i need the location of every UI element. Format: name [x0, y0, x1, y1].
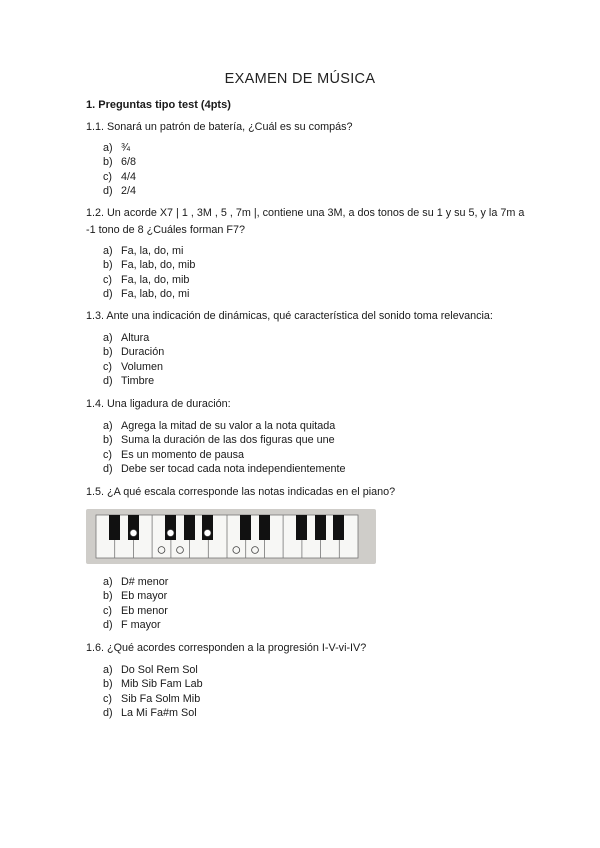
option[interactable] — [103, 433, 346, 447]
option[interactable] — [103, 331, 164, 345]
black-key — [259, 515, 270, 540]
option-text: Fa, lab, do, mib — [121, 259, 196, 272]
option[interactable] — [103, 273, 195, 287]
option[interactable] — [103, 448, 346, 462]
option-text: 4/4 — [121, 170, 137, 183]
question-4: 1.4. Una ligadura de duración: — [86, 398, 231, 410]
option[interactable] — [103, 360, 164, 374]
option-text: Mib Sib Fam Lab — [121, 678, 203, 691]
option-letter: b) — [103, 678, 113, 691]
option-letter: c) — [103, 448, 112, 461]
option-letter: d) — [103, 707, 113, 720]
options-1 — [103, 141, 136, 199]
option-letter: b) — [103, 590, 113, 603]
option[interactable] — [103, 604, 168, 618]
option-letter: a) — [103, 420, 113, 432]
option-letter: c) — [103, 692, 112, 705]
option-text: F mayor — [121, 619, 161, 632]
option[interactable] — [103, 287, 195, 301]
option[interactable] — [103, 575, 168, 589]
option[interactable] — [103, 462, 346, 476]
option[interactable] — [103, 170, 136, 184]
section-heading: 1. Preguntas tipo test (4pts) — [86, 99, 231, 111]
option-text: Fa, la, do, mi — [121, 245, 184, 257]
option-text: Duración — [121, 346, 165, 359]
note-marker — [130, 530, 137, 537]
option[interactable] — [103, 419, 346, 433]
option-text: Altura — [121, 332, 150, 344]
option-letter: c) — [103, 604, 112, 617]
options-4 — [103, 419, 346, 477]
option-letter: d) — [103, 463, 113, 476]
option[interactable] — [103, 374, 164, 388]
option-letter: b) — [103, 156, 113, 169]
option[interactable] — [103, 141, 136, 155]
option-letter: a) — [103, 245, 113, 257]
options-3 — [103, 331, 164, 389]
question-2: 1.2. Un acorde X7 | 1 , 3M , 5 , 7m |, contiene una 3M, a dos tonos de su 1 y su 5, y la 7m a -1 tono de 8 ¿Cuáles forman F7? — [86, 207, 525, 236]
option-letter: c) — [103, 360, 112, 373]
option[interactable] — [103, 184, 136, 198]
option-letter: b) — [103, 346, 113, 359]
option-letter: c) — [103, 170, 112, 183]
option-text: ¾ — [121, 142, 131, 154]
option-text: Agrega la mitad de su valor a la nota quitada — [121, 420, 336, 432]
black-key — [333, 515, 344, 540]
option[interactable] — [103, 618, 168, 632]
question-3: 1.3. Ante una indicación de dinámicas, qué característica del sonido toma relevancia: — [86, 310, 493, 322]
exam-title: EXAMEN DE MÚSICA — [224, 71, 376, 87]
option-text: Do Sol Rem Sol — [121, 664, 198, 676]
option[interactable] — [103, 692, 203, 706]
black-key — [296, 515, 307, 540]
option-text: Fa, lab, do, mi — [121, 288, 190, 301]
option-letter: a) — [103, 332, 113, 344]
option-letter: a) — [103, 576, 113, 588]
option-text: Es un momento de pausa — [121, 448, 245, 461]
option[interactable] — [103, 345, 164, 359]
option[interactable] — [103, 677, 203, 691]
option[interactable] — [103, 244, 195, 258]
black-key — [315, 515, 326, 540]
option-text: Timbre — [121, 375, 155, 388]
black-key — [184, 515, 195, 540]
black-key — [109, 515, 120, 540]
option-letter: d) — [103, 288, 113, 301]
option[interactable] — [103, 589, 168, 603]
option-letter: d) — [103, 375, 113, 388]
note-marker — [204, 530, 211, 537]
option-letter: d) — [103, 185, 113, 198]
options-5 — [103, 575, 168, 633]
option-text: Debe ser tocad cada nota independientemente — [121, 463, 346, 476]
black-key — [240, 515, 251, 540]
option-text: Sib Fa Solm Mib — [121, 692, 201, 705]
option-text: 2/4 — [121, 185, 137, 198]
option-text: Eb menor — [121, 604, 168, 617]
question-6: 1.6. ¿Qué acordes corresponden a la progresión I-V-vi-IV? — [86, 642, 367, 654]
options-6 — [103, 663, 203, 721]
option-letter: d) — [103, 619, 113, 632]
option-letter: a) — [103, 664, 113, 676]
option[interactable] — [103, 258, 195, 272]
piano-keyboard-image — [86, 509, 376, 564]
option[interactable] — [103, 663, 203, 677]
options-2 — [103, 244, 195, 302]
option[interactable] — [103, 706, 203, 720]
option-text: Volumen — [121, 360, 164, 373]
option-letter: b) — [103, 259, 113, 272]
option[interactable] — [103, 155, 136, 169]
option-text: La Mi Fa#m Sol — [121, 707, 197, 720]
option-text: Fa, la, do, mib — [121, 273, 190, 286]
option-letter: b) — [103, 434, 113, 447]
option-text: D# menor — [121, 576, 169, 588]
question-1: 1.1. Sonará un patrón de batería, ¿Cuál es su compás? — [86, 121, 353, 133]
option-letter: c) — [103, 273, 112, 286]
note-marker — [167, 530, 174, 537]
option-text: Eb mayor — [121, 590, 168, 603]
option-letter: a) — [103, 142, 113, 154]
piano-keyboard — [86, 509, 376, 564]
question-5: 1.5. ¿A qué escala corresponde las notas indicadas en el piano? — [86, 486, 396, 498]
option-text: Suma la duración de las dos figuras que une — [121, 434, 335, 447]
option-text: 6/8 — [121, 156, 137, 169]
